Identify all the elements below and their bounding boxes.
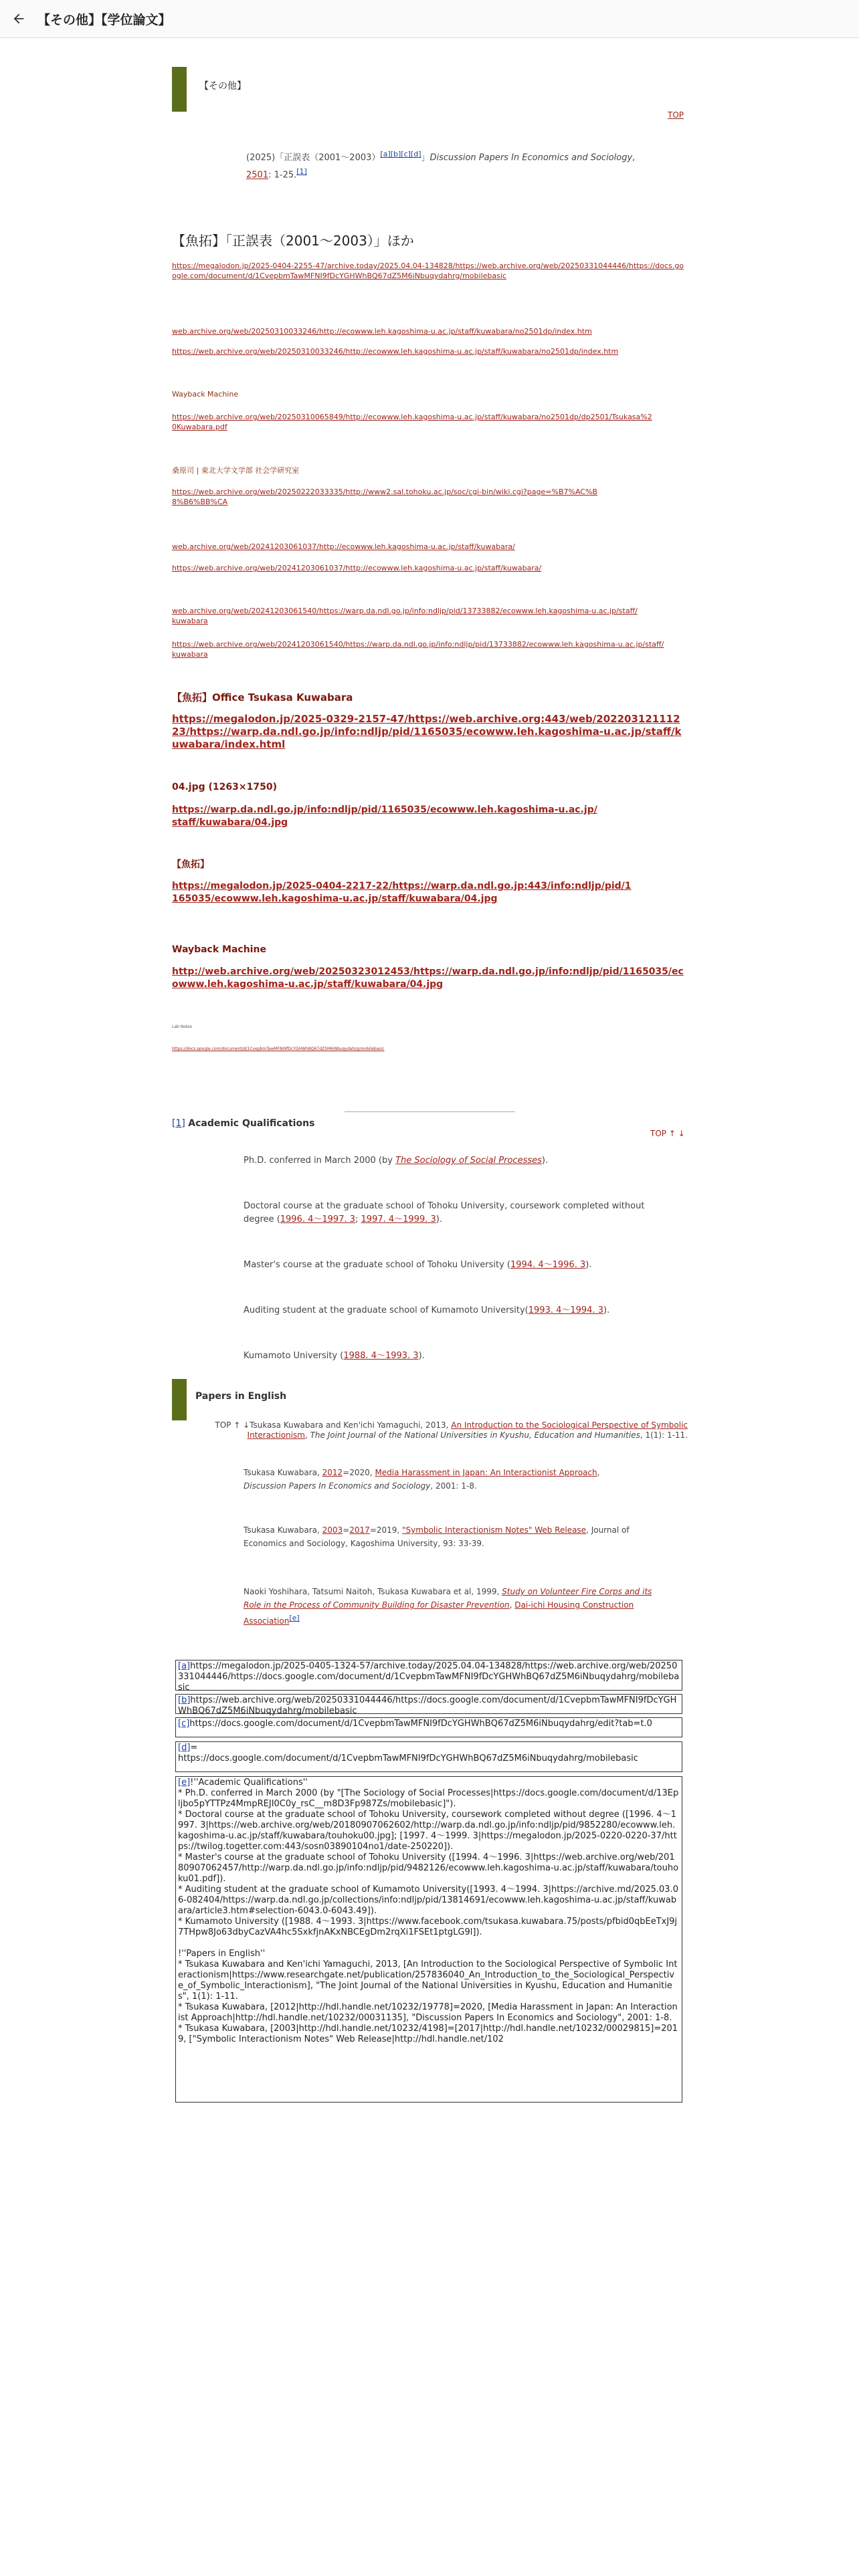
- ac2-link2[interactable]: 1997. 4〜1999. 3: [361, 1214, 436, 1224]
- citation-sep: ,: [632, 152, 636, 163]
- ac5-link[interactable]: 1988. 4〜1993. 3: [343, 1351, 419, 1361]
- p1-journal: The Joint Journal of the National Universities in Kyushu, Education and Humanities: [310, 1430, 640, 1440]
- paper-2: Tsukasa Kuwabara, 2012=2020, Media Harassment in Japan: An Interactionist Approach, Discussion Papers In Economics and Sociology, 2001: 1-8.: [244, 1468, 600, 1491]
- academic-header: [172, 1118, 314, 1129]
- top-link[interactable]: TOP: [668, 110, 684, 120]
- ac5-pre: Kumamoto University (: [244, 1351, 344, 1361]
- footnote-a-tag[interactable]: [a]: [178, 1661, 191, 1671]
- ac1-pre: Ph.D. conferred in March 2000 (by: [244, 1156, 396, 1166]
- p2-mid: =2020,: [343, 1468, 375, 1477]
- top-bar: [0, 0, 859, 38]
- wayback2-heading: Wayback Machine: [172, 944, 266, 955]
- p4-comma: ,: [509, 1600, 515, 1610]
- arrow-left-icon[interactable]: [0, 0, 37, 37]
- academic-item-3: [244, 1259, 658, 1272]
- academic-ref[interactable]: [1]: [172, 1118, 185, 1129]
- p3-pre: Tsukasa Kuwabara,: [244, 1525, 322, 1535]
- gyotaku-link-5[interactable]: https://web.archive.org/web/20250222033335/http://www2.sal.tohoku.ac.jp/soc/cgi-bin/wiki.cgi?page=%B7%AC%B8%B6%BB%CA: [172, 488, 597, 506]
- paper-4: [244, 1585, 672, 1628]
- lab-notes-label: Lab Notes: [172, 1025, 193, 1029]
- p4-pre: Naoki Yoshihara, Tatsumi Naitoh, Tsukasa Kuwabara et al, 1999,: [244, 1587, 502, 1596]
- office-heading: 【魚拓】Office Tsukasa Kuwabara: [172, 691, 353, 704]
- p3-post: , Journal of Economics and Sociology, Kagoshima University, 93: 33-39.: [244, 1525, 630, 1548]
- academic-title: Academic Qualifications: [188, 1118, 315, 1129]
- jpg-link[interactable]: https://warp.da.ndl.go.jp/info:ndljp/pid/1165035/ecowww.leh.kagoshima-u.ac.jp/staff/kuwabara/04.jpg: [172, 804, 597, 828]
- ac2-mid: ;: [355, 1214, 361, 1224]
- citation-refs[interactable]: [a][b][c][d]: [380, 150, 421, 158]
- gyotaku-link-9[interactable]: https://web.archive.org/web/20241203061540/https://warp.da.ndl.go.jp/info:ndljp/pid/13733882/ecowww.leh.kagoshima-u.ac.jp/staff/kuwabara: [172, 640, 664, 659]
- p4-link1[interactable]: Study on Volunteer Fire Corps and its Role in the Process of Community Building for Disaster Prevention: [244, 1587, 652, 1610]
- papers-section-bar: [172, 1379, 187, 1420]
- tohoku-label: 桑原司 | 東北大学文学部 社会学研究室: [172, 466, 300, 475]
- gyotaku2-heading: 【魚拓】: [172, 859, 209, 870]
- gyotaku-link-4[interactable]: https://web.archive.org/web/20250310065849/http://ecowww.leh.kagoshima-u.ac.jp/staff/kuwabara/no2501dp/dp2501/Tsukasa%20Kuwabara.pdf: [172, 413, 652, 431]
- footnote-b-text: https://web.archive.org/web/20250331044446/https://docs.google.com/document/d/1CvepbmTawMFNI9fDcYGHWhBQ67dZ5M6iNbuqydahrg/mobilebasic: [178, 1695, 677, 1716]
- p2-link[interactable]: Media Harassment in Japan: An Interactionist Approach: [375, 1468, 597, 1477]
- p4-ref[interactable]: [e]: [289, 1614, 300, 1622]
- ac3-link[interactable]: 1994. 4〜1996. 3: [510, 1260, 586, 1270]
- footnote-e-text: !''Academic Qualifications'' * Ph.D. conferred in March 2000 (by "[The Sociology of Social Processes|https://docs.google.com/document/d/13Epljbo5pYTTPz4MmpREJI0C0y_rsC__m8D3Fp987Zs/mobilebasic]"). * Doctoral course at the graduate school of Tohoku University, coursework completed without degree ([1996. 4〜1997. 3|https://web.archive.org/web/20180907062602/http://warp.da.ndl.go.jp/info:ndljp/pid/9852280/ecowww.leh.kagoshima-u.ac.jp/staff/kuwabara/touhoku00.jpg]; [1997. 4〜1999. 3|https://megalodon.jp/2025-0220-0220-37/https://twilog.togetter.com:443/sosn03890104no1/date-250220]). * Master's course at the graduate school of Tohoku University ([1994. 4〜1996. 3|https://web.archive.org/web/20180907062457/http://warp.da.ndl.go.jp/info:ndljp/pid/9482126/ecowww.leh.kagoshima-u.ac.jp/staff/kuwabara/touhoku01.pdf]). * Auditing student at the graduate school of Kumamoto University([1993. 4〜1994. 3|https://archive.md/2025.03.06-082404/https://warp.da.ndl.go.jp/collections/info:ndljp/pid/13814691/ecowww.leh.kagoshima-u.ac.jp/staff/kuwabara/article3.htm#selection-6043.0-6043.49]). * Kumamoto University ([1988. 4〜1993. 3|https://www.facebook.com/tsukasa.kuwabara.75/posts/pfbid0qbEeTxJ9j7THpw8Jo63dbyCazVA4hc5SxkfjnAKxNBCEgDm2rqXi1FSEt1ptgLG9l]). !''Papers in English'' * Tsukasa Kuwabara and Ken'ichi Yamaguchi, 2013, [An Introduction to the Sociological Perspective of Symbolic Interactionism|https://www.researchgate.net/publication/257836040_An_Introduction_to_the_Sociological_Perspective_of_Symbolic_Interactionism], "The Joint Journal of the National Universities in Kyushu, Education and Humanities", 1(1): 1-11. * Tsukasa Kuwabara, [2012|http://hdl.handle.net/10232/19778]=2020, [Media Harassment in Japan: An Interactionist Approach|http://hdl.handle.net/10232/00031135], "Discussion Papers In Economics and Sociology", 2001: 1-8. * Tsukasa Kuwabara, [2003|http://hdl.handle.net/10232/4198]=[2017|http://hdl.handle.net/10232/00029815]=2019, ["Symbolic Interactionism Notes" Web Release|http://hdl.handle.net/102: [178, 1778, 679, 2044]
- footnote-b-tag[interactable]: [b]: [178, 1695, 191, 1705]
- gyotaku2-link[interactable]: https://megalodon.jp/2025-0404-2217-22/https://warp.da.ndl.go.jp:443/info:ndljp/pid/1165035/ecowww.leh.kagoshima-u.ac.jp/staff/kuwabara/04.jpg: [172, 881, 632, 904]
- p4-link2[interactable]: Dai-ichi Housing Construction Association: [244, 1600, 634, 1626]
- gyotaku-link-2[interactable]: web.archive.org/web/20250310033246/http://ecowww.leh.kagoshima-u.ac.jp/staff/kuwabara/no2501dp/index.htm: [172, 327, 592, 336]
- academic-item-4: [244, 1304, 672, 1317]
- footnote-e: [175, 1776, 682, 2103]
- footnote-a-text: https://megalodon.jp/2025-0405-1324-57/archive.today/2025.04.04-134828/https://web.archive.org/web/20250331044446/https://docs.google.com/document/d/1CvepbmTawMFNI9fDcYGHWhBQ67dZ5M6iNbuqydahrg/mobilebasic: [178, 1661, 680, 1693]
- p1-pre: TOP ↑ ↓Tsukasa Kuwabara and Ken'ichi Yamaguchi, 2013,: [215, 1420, 452, 1430]
- citation: [246, 147, 658, 183]
- ac3-post: ).: [585, 1260, 592, 1270]
- divider: [345, 1111, 515, 1112]
- academic-top-link[interactable]: TOP ↑ ↓: [650, 1129, 685, 1138]
- section-label-other: 【その他】: [199, 81, 246, 92]
- academic-item-2: [244, 1200, 658, 1226]
- p1-link[interactable]: An Introduction to the Sociological Perspective of Symbolic Interactionism: [247, 1420, 688, 1440]
- citation-pages: : 1-25.: [268, 170, 297, 181]
- p3-mid: =2019,: [369, 1525, 403, 1535]
- ac2-link[interactable]: 1996. 4〜1997. 3: [280, 1214, 356, 1224]
- p3-eq: =: [343, 1525, 350, 1535]
- lab-notes-link[interactable]: https://docs.google.com/document/d/1CvepbmTawMFNI9fDcYGHWhBQ67dZ5M6iNbuqydahrg/mobilebasic: [172, 1047, 385, 1051]
- jpg-heading: 04.jpg (1263×1750): [172, 782, 277, 792]
- academic-item-5: [244, 1350, 658, 1363]
- gyotaku-link-1[interactable]: https://megalodon.jp/2025-0404-2255-47/archive.today/2025.04.04-134828/https://web.archive.org/web/20250331044446/https://docs.google.com/document/d/1CvepbmTawMFNI9fDcYGHWhBQ67dZ5M6iNbuqydahrg/mobilebasic: [172, 261, 684, 280]
- gyotaku-link-8[interactable]: web.archive.org/web/20241203061540/https://warp.da.ndl.go.jp/info:ndljp/pid/13733882/ecowww.leh.kagoshima-u.ac.jp/staff/kuwabara: [172, 607, 638, 625]
- p2-pre: Tsukasa Kuwabara,: [244, 1468, 322, 1477]
- gyotaku-link-6[interactable]: web.archive.org/web/20241203061037/http://ecowww.leh.kagoshima-u.ac.jp/staff/kuwabara/: [172, 542, 515, 551]
- ac4-post: ).: [603, 1305, 610, 1315]
- p1-post: , 1(1): 1-11.: [640, 1430, 688, 1440]
- p3-year[interactable]: 2003: [322, 1525, 343, 1535]
- citation-pre: (2025)「正誤表（2001〜2003）: [246, 152, 381, 163]
- ac4-link[interactable]: 1993. 4〜1994. 3: [528, 1305, 603, 1315]
- citation-ref-1[interactable]: [1]: [296, 167, 307, 177]
- gyotaku-heading: 【魚拓】「正誤表（2001〜2003）」ほか: [172, 233, 414, 249]
- ac2-pre: Doctoral course at the graduate school of Tohoku University, coursework completed without degree (: [244, 1201, 645, 1224]
- ac5-post: ).: [418, 1351, 425, 1361]
- footnote-e-tag[interactable]: [e]: [178, 1778, 191, 1788]
- papers-title: Papers in English: [195, 1391, 287, 1402]
- footnote-c-tag[interactable]: [c]: [178, 1719, 190, 1729]
- ac1-post: ).: [541, 1156, 549, 1166]
- footnote-d-text: = https://docs.google.com/document/d/1CvepbmTawMFNI9fDcYGHWhBQ67dZ5M6iNbuqydahrg/mobilebasic: [178, 1743, 638, 1763]
- wayback2-link[interactable]: http://web.archive.org/web/20250323012453/https://warp.da.ndl.go.jp/info:ndljp/pid/1165035/ecowww.leh.kagoshima-u.ac.jp/staff/kuwabara/04.jpg: [172, 966, 684, 990]
- ac4-pre: Auditing student at the graduate school of Kumamoto University(: [244, 1305, 529, 1315]
- office-link[interactable]: https://megalodon.jp/2025-0329-2157-47/https://web.archive.org:443/web/20220312111223/https://warp.da.ndl.go.jp/info:ndljp/pid/1165035/ecowww.leh.kagoshima-u.ac.jp/staff/kuwabara/index.html: [172, 713, 682, 750]
- footnote-c: [175, 1717, 682, 1737]
- ac2-post: ).: [436, 1214, 442, 1224]
- p2-post: , 2001: 1-8.: [430, 1481, 477, 1491]
- citation-journal: Discussion Papers In Economics and Sociology: [430, 152, 633, 163]
- footnote-d-tag[interactable]: [d]: [178, 1743, 191, 1753]
- p2-year[interactable]: 2012: [322, 1468, 343, 1477]
- footnote-d: [175, 1741, 682, 1772]
- footnote-c-text: https://docs.google.com/document/d/1CvepbmTawMFNI9fDcYGHWhBQ67dZ5M6iNbuqydahrg/edit?tab=t.0: [189, 1719, 652, 1729]
- wayback-label: Wayback Machine: [172, 390, 239, 399]
- gyotaku-link-3[interactable]: https://web.archive.org/web/20250310033246/http://ecowww.leh.kagoshima-u.ac.jp/staff/kuwabara/no2501dp/index.htm: [172, 347, 619, 356]
- page-title: 【その他】【学位論文】: [37, 12, 171, 27]
- citation-mid: 」: [421, 152, 430, 163]
- citation-year[interactable]: 2501: [246, 170, 269, 181]
- p3-year2[interactable]: 2017: [349, 1525, 370, 1535]
- footnote-a: [175, 1660, 682, 1691]
- academic-item-1: [244, 1154, 658, 1168]
- gyotaku-link-7[interactable]: https://web.archive.org/web/20241203061037/http://ecowww.leh.kagoshima-u.ac.jp/staff/kuwabara/: [172, 564, 542, 572]
- p3-link[interactable]: "Symbolic Interactionism Notes" Web Release: [402, 1525, 587, 1535]
- p2-journal: Discussion Papers In Economics and Sociology: [244, 1481, 431, 1491]
- ac1-link[interactable]: The Sociology of Social Processes: [395, 1156, 542, 1166]
- footnote-b: [175, 1694, 682, 1714]
- section-bar: [172, 67, 187, 112]
- ac3-pre: Master's course at the graduate school of Tohoku University (: [244, 1260, 511, 1270]
- paper-3: [244, 1523, 672, 1550]
- paper-1: TOP ↑ ↓Tsukasa Kuwabara and Ken'ichi Yamaguchi, 2013, An Introduction to the Sociological Perspective of Symbolic Interactionism, The Joint Journal of the National Universities in Kyushu, Education and Humanities, 1(1): 1-11.: [215, 1420, 688, 1440]
